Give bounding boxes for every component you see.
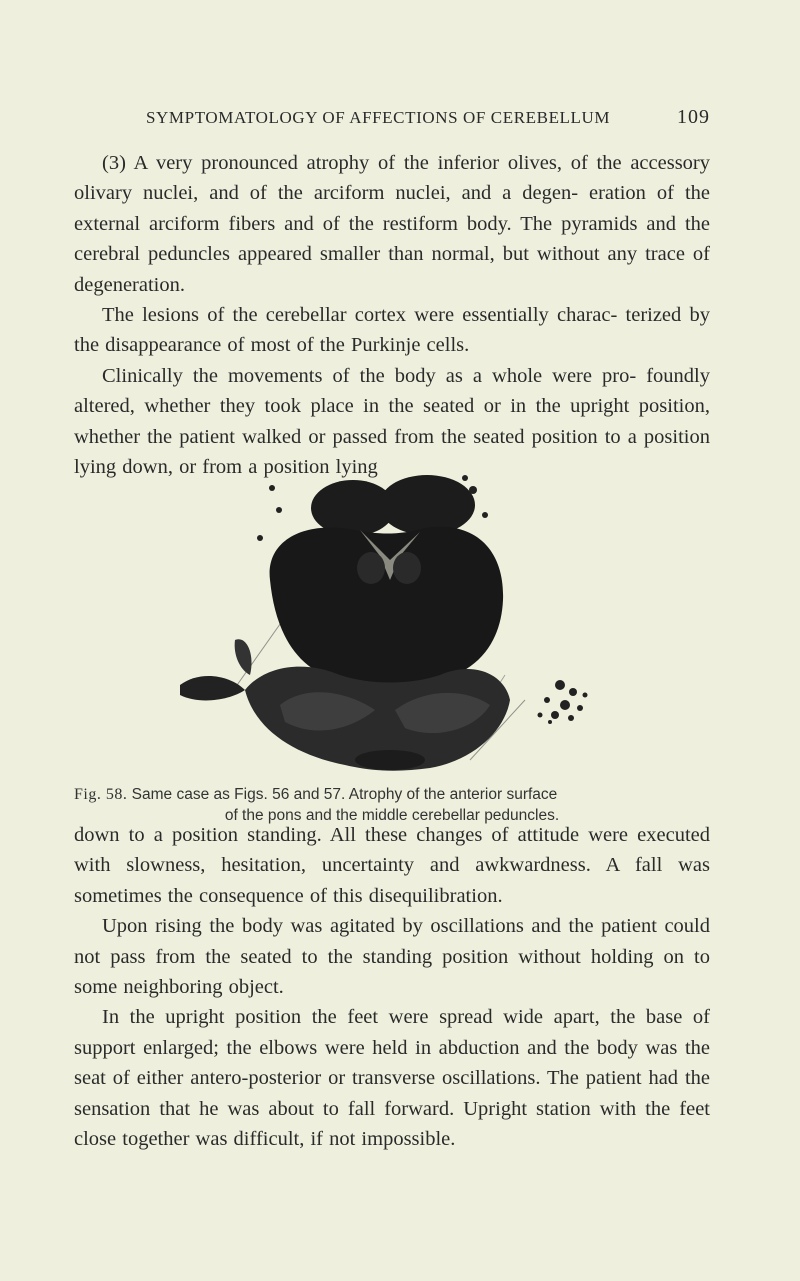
paragraph: The lesions of the cerebellar cortex were essentially charac- terized by the disappearance of most of the Purkinje cells.: [74, 304, 710, 357]
paragraph: Upon rising the body was agitated by oscillations and the patient could not pass from the seated to the standing position without holding on to some neighboring object.: [74, 915, 710, 999]
page-number: 109: [677, 106, 710, 128]
paragraph: Clinically the movements of the body as a whole were pro- foundly altered, whether they took place in the seated or in the upright position, whether the patient walked or passed from the seated position to a position lying down, or from a position lying: [74, 364, 710, 479]
paragraph: In the upright position the feet were spread wide apart, the base of support enlarged; the elbows were held in abduction and the body was the seat of either antero-posterior or transverse oscillations. The patient had the sensation that he was about to fall forward. Upright station with the feet close together was difficult, if not impossible.: [74, 1006, 710, 1151]
paragraph: down to a position standing. All these changes of attitude were executed with slowness, hesitation, uncertainty and awkwardness. A fall was sometimes the consequence of this disequilibration.: [74, 824, 710, 907]
caption-text: Same case as Figs. 56 and 57. Atrophy of the anterior surface: [131, 786, 558, 803]
figure-brain-section: [175, 460, 605, 780]
running-title: SYMPTOMATOLOGY OF AFFECTIONS OF CEREBELLUM: [146, 108, 611, 127]
top-text-block: [74, 148, 710, 482]
figure-label: Fig. 58.: [74, 786, 128, 803]
bottom-text-block: [74, 820, 710, 1154]
paragraph: (3) A very pronounced atrophy of the inferior olives, of the accessory olivary nuclei, and of the arciform nuclei, and a degen- eration of the external arciform fibers and of the restiform body. The pyramids and the cerebral peduncles appeared smaller than normal, but without any trace of degeneration.: [74, 152, 710, 296]
brain-section-illustration: [175, 460, 605, 780]
caption-line: of the pons and the middle cerebellar peduncles.: [224, 807, 560, 824]
caption-line: [74, 784, 710, 805]
